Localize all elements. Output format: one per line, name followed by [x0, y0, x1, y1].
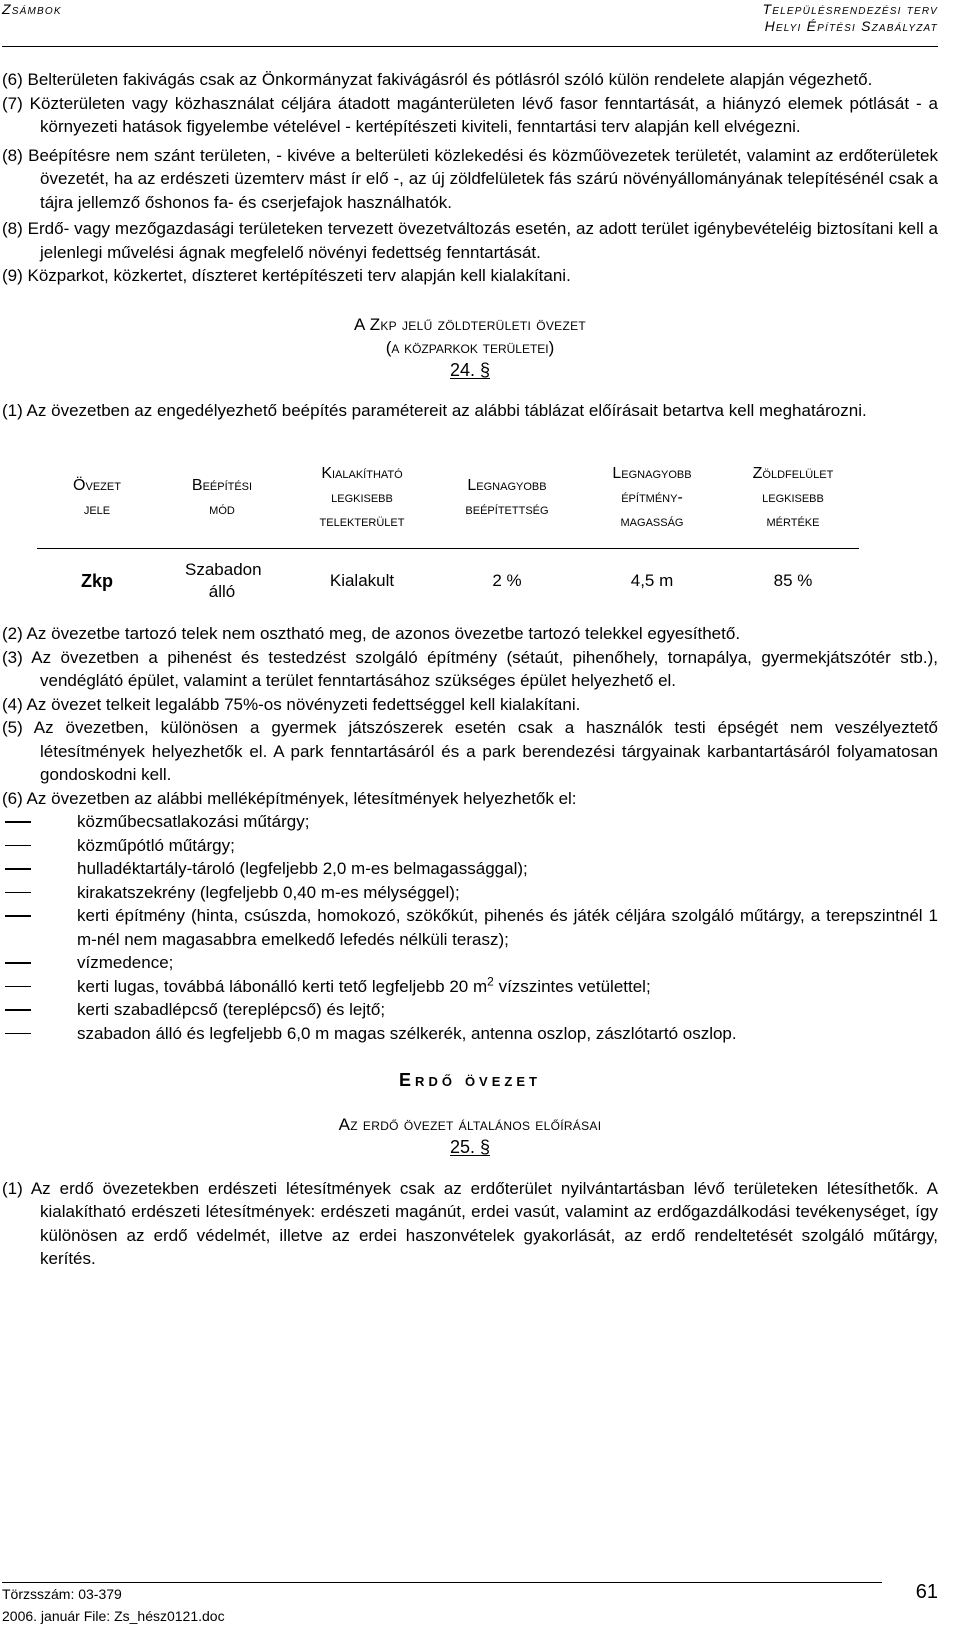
paragraph-24-2: (2) Az övezetbe tartozó telek nem osztható meg, de azonos övezetbe tartozó telekkel egyesíthető.	[2, 624, 741, 643]
list-item: kerti szabadlépcső (tereplépcső) és lejtő;	[2, 998, 938, 1022]
table-cell: Zkp	[80, 571, 113, 591]
table-cell: 2 %	[492, 571, 522, 590]
section-24-title: A Zkp jelű zöldterületi övezet	[353, 314, 587, 334]
list-item: kirakatszekrény (legfeljebb 0,40 m-es mélységgel);	[2, 881, 938, 905]
document-body	[2, 68, 938, 1271]
table-row	[37, 549, 859, 614]
header-left: Zsámbok	[2, 1, 62, 17]
table-cell: Szabadon álló	[185, 560, 262, 601]
header-right-line2: Helyi Építési Szabályzat	[764, 18, 938, 34]
paragraph-24-5: (5) Az övezetben, különösen a gyermek játszószerek esetén csak a használók testi épségét nem veszélyeztető létesítmények helyezhetők el. A park fenntartásáról és a park berendezési tárgyainak karbantartásáról folyamatosan gondoskodni kell.	[2, 718, 938, 784]
paragraph-6: (6) Belterületen fakivágás csak az Önkormányzat fakivágásról és pótlásról szóló külön rendelete alapján végezhető.	[2, 70, 873, 89]
table-header-cell: Övezet jele	[37, 448, 157, 549]
list-item: szabadon álló és legfeljebb 6,0 m magas szélkerék, antenna oszlop, zászlótartó oszlop.	[2, 1022, 938, 1046]
list-item-text: kerti lugas, továbbá lábonálló kerti tető legfeljebb 20 m	[77, 976, 488, 996]
structure-list	[2, 810, 938, 1045]
section-25-title: Az erdő övezet általános előírásai	[338, 1114, 602, 1134]
section-24-heading	[2, 313, 938, 382]
zoning-table	[37, 448, 859, 613]
table-cell: Kialakult	[329, 571, 395, 590]
page-header	[2, 0, 938, 47]
list-item	[2, 975, 938, 999]
section-25-number: 25. §	[449, 1136, 491, 1157]
list-item: kerti építmény (hinta, csúszda, homokozó, szökőkút, pihenés és játék céljára szolgáló műtárgy, a terepszintnél 1 m-nél nem magasabbra emelkedő lefedés nélküli terasz);	[2, 904, 938, 951]
table-header-cell: Legnagyobb beépítettség	[437, 448, 577, 549]
paragraph-24-4: (4) Az övezet telkeit legalább 75%-os növényzeti fedettséggel kell kialakítani.	[2, 694, 581, 714]
table-header-cell: Kialakítható legkisebb telekterület	[287, 448, 437, 549]
header-right-line1: Településrendezési terv	[762, 1, 938, 17]
paragraph-24-3: (3) Az övezetben a pihenést és testedzést szolgáló építmény (sétaút, pihenőhely, tornapálya, gyermekjátszótér stb.), vendéglátó épület, valamint a terület fenntartásához szükséges épület helyezhető el.	[2, 647, 938, 690]
table-cell: 85 %	[773, 571, 813, 590]
section-24-number: 24. §	[449, 359, 491, 380]
paragraph-9: (9) Közparkot, közkertet, díszteret kertépítészeti terv alapján kell kialakítani.	[2, 266, 571, 285]
table-header-cell: Beépítési mód	[157, 448, 287, 549]
list-item: vízmedence;	[2, 951, 938, 975]
erdo-heading: Erdő övezet	[399, 1070, 541, 1090]
superscript: 2	[487, 973, 494, 988]
table-header-cell: Zöldfelület legkisebb mértéke	[727, 448, 859, 549]
footer-file: 2006. január File: Zs_hész0121.doc	[2, 1608, 225, 1624]
list-item-tail: vízszintes vetülettel;	[493, 976, 651, 996]
paragraph-8b: (8) Erdő- vagy mezőgazdasági területeken tervezett övezetváltozás esetén, az adott terület igénybevételéig biztosítani kell a jelenlegi művelési ágnak megfelelő növényi fedettség fenntartását.	[2, 219, 938, 262]
section-25-heading	[2, 1113, 938, 1159]
table-header-row	[37, 448, 859, 549]
paragraph-25-1: (1) Az erdő övezetekben erdészeti létesítmények csak az erdőterület nyilvántartásban lévő területeken létesíthetők. A kialakítható erdészeti létesítmények: erdészeti magánút, erdei vasút, valamint az erdőgazdálkodási tevékenységet, így különösen az erdő védelmét, illetve az erdei haszonvételek gyakorlását, az erdő rendeltetését szolgáló műtárgy, kerítés.	[2, 1178, 938, 1268]
paragraph-7: (7) Közterületen vagy közhasználat céljára átadott magánterületen lévő fasor fenntartását, a hiányzó elemek pótlását - a környezeti hatások figyelembe vételével - kertépítészeti kiviteli, fenntartási terv alapján kell elvégezni.	[2, 93, 938, 136]
list-item: közműbecsatlakozási műtárgy;	[2, 810, 938, 834]
table-cell: 4,5 m	[630, 571, 674, 590]
list-item: közműpótló műtárgy;	[2, 834, 938, 858]
paragraph-24-6: (6) Az övezetben az alábbi melléképítmények, létesítmények helyezhetők el:	[2, 788, 577, 808]
page-number: 61	[915, 1581, 938, 1603]
footer-rule	[2, 1582, 882, 1583]
footer-registry: Törzsszám: 03-379	[2, 1586, 122, 1602]
section-24-subtitle: (a közparkok területei)	[385, 337, 555, 357]
table-header-cell: Legnagyobb építmény-magasság	[577, 448, 727, 549]
header-right	[763, 1, 938, 35]
paragraph-24-1: (1) Az övezetben az engedélyezhető beépítés paramétereit az alábbi táblázat előírásait betartva kell meghatározni.	[2, 400, 867, 420]
paragraph-8a: (8) Beépítésre nem szánt területen, - kivéve a belterületi közlekedési és közműövezetek területét, valamint az erdőterületek övezetét, ha az erdészeti üzemterv mást ír elő -, az új zöldfelületek fás szárú növényállományának telepítésénél csak a tájra jellemző őshonos fa- és cserjefajok használhatók.	[2, 145, 938, 212]
list-item: hulladéktartály-tároló (legfeljebb 2,0 m-es belmagassággal);	[2, 857, 938, 881]
